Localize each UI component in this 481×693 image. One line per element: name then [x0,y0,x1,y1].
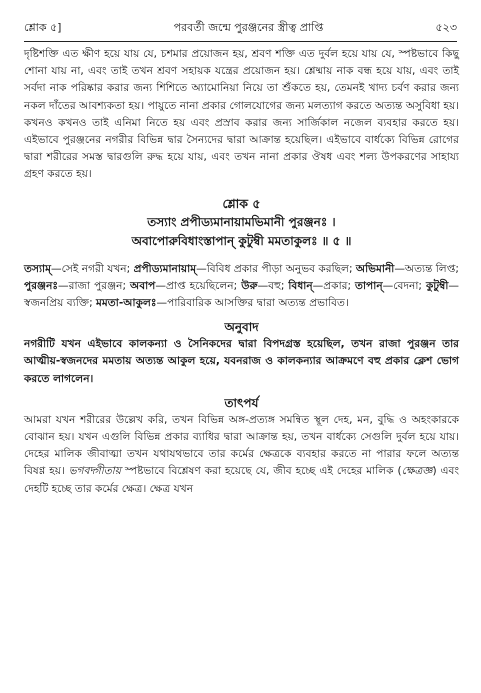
verse-line-1: তস্যাং প্রপীড্যমানায়ামভিমানী পুরঞ্জনঃ । [147,214,336,229]
verse-heading: শ্লোক ৫ [222,195,261,211]
synonym-term: তাপান্ [355,279,383,292]
synonym-meaning: —স্বজনপ্রিয় ব্যক্তি; [24,279,460,310]
synonym-meaning: —বেদনা; [382,279,426,292]
translation-heading: অনুবাদ [224,320,259,335]
header-chapter-title: পরবর্তী জন্মে পুরঞ্জনের স্ত্রীত্ব প্রাপ্তি [173,21,324,34]
synonym-meaning: —রাজা পুরঞ্জন; [58,279,131,292]
synonym-meaning: —প্রাপ্ত হয়েছিলেন; [155,279,242,292]
synonym-term: অবাপ [130,279,156,292]
header-verse-ref: শ্লোক ৫] [24,21,62,34]
purport-text: আমরা যখন শরীরের উল্লেখ করি, তখন বিভিন্ন অঙ্গ-প্রত্যঙ্গ সমন্বিত স্থূল দেহ, মন, বুদ্ধি ও অহংকারকে বোঝান হয়। যখন এগুলি বিভিন্ন প্রকার ব্যাধির দ্বারা আক্রান্ত হয়, তখন বার্ধক্যে সেগুলি দুর্বল হয়ে যায়। দেহের মালিক জীবাত্মা তখন যথাযথভাবে তার কর্মের ক্ষেত্রকে ব্যবহার করতে না পারার ফলে অত্যন্ত বিষণ্ণ হয়। [24,413,459,478]
synonym-meaning: —অত্যন্ত লিপ্ত; [394,262,459,275]
purport-heading: তাৎপর্য [224,395,259,410]
purport-text: স্পষ্টভাবে বিশ্লেষণ করা হয়েছে যে, জীব হচ্ছে এই দেহের মালিক ( [121,465,402,478]
synonym-term: কুটুম্বী [425,279,449,292]
synonym-meaning: —সেই নগরী যখন; [50,262,134,275]
synonym-meaning: —বহু; [257,279,289,292]
synonym-meaning: —বিবিধ প্রকার পীড়া অনুভব করছিল; [196,262,356,275]
synonym-term: মমতা-আকুলঃ [96,297,157,310]
synonym-term: পুরঞ্জনঃ [24,279,59,292]
purport-term: ক্ষেত্রজ্ঞ [401,465,433,478]
translation-text: নগরীটি যখন এইভাবে কালকন্যা ও সৈনিকদের দ্বারা বিপদগ্রস্ত হয়েছিল, তখন রাজা পুরঞ্জন তার আত্মীয়-স্বজনদের মমতায় অত্যন্ত আকুল হয়ে, যবনরাজ ও কালকন্যার আক্রমণে বহু প্রকার ক্লেশ ভোগ করতে লাগলেন। [24,338,459,385]
page-number: ৫২৩ [435,21,457,34]
synonym-term: উরু [241,279,258,292]
synonym-meaning: —প্রকার; [312,279,356,292]
continued-paragraph: দৃষ্টিশক্তি এত ক্ষীণ হয়ে যায় যে, চশমার প্রয়োজন হয়, শ্রবণ শক্তি এত দুর্বল হয়ে যায় যে, স্পষ্টভাবে কিছু শোনা যায় না, এবং তাই তখন শ্রবণ সহায়ক যন্ত্রের প্রয়োজন হয়। শ্লেষ্মায় নাক বন্ধ হয়ে যায়, এবং তাই সর্বদা নাক পরিষ্কার করার জন্য শিশিতে অ্যামোনিয়া নিয়ে তা শুঁকতে হয়, তেমনই খাদ্য চর্বণ করার জন্য নকল দাঁতের আবশ্যকতা হয়। পায়ুতে নানা প্রকার গোলযোগের জন্য মলত্যাগ করতে অত্যন্ত অসুবিধা হয়। কখনও কখনও তাই এনিমা নিতে হয় এবং প্রস্রাব করার জন্য সার্জিকাল নজেল ব্যবহার করতে হয়। এইভাবে পুরঞ্জনের নগরীর বিভিন্ন দ্বার সৈন্যদের দ্বারা আক্রান্ত হয়েছিল। এইভাবে বার্ধক্যে বিভিন্ন রোগের দ্বারা শরীরের সমস্ত দ্বারগুলি রুদ্ধ হয়ে যায়, এবং তখন নানা প্রকার ঔষধ এবং শল্য উপকরণের সাহায্য গ্রহণ করতে হয়। [24,48,459,181]
synonym-term: প্রপীড্যমানায়াম্ [133,262,197,275]
synonym-term: তস্যাম্ [24,262,51,275]
purport-text: ) এবং দেহটি হচ্ছে তার কর্মের ক্ষেত্র। ক্ষেত্র যখন [24,465,460,495]
verse-line-2: অবাপোরুবিধাংস্তাপান্ কুটুম্বী মমতাকুলঃ ॥ ৫ ॥ [131,233,352,248]
purport-citation: ভগবদ্গীতায় [68,465,121,478]
synonym-meaning: —পারিবারিক আসক্তির দ্বারা অত্যন্ত প্রভাবিত। [156,297,349,310]
synonyms-paragraph [24,261,459,313]
synonym-term: বিধান্ [288,279,313,292]
synonym-term: অভিমানী [355,262,395,275]
page-content [24,46,459,498]
running-header [24,16,457,42]
purport-paragraph [24,412,459,498]
